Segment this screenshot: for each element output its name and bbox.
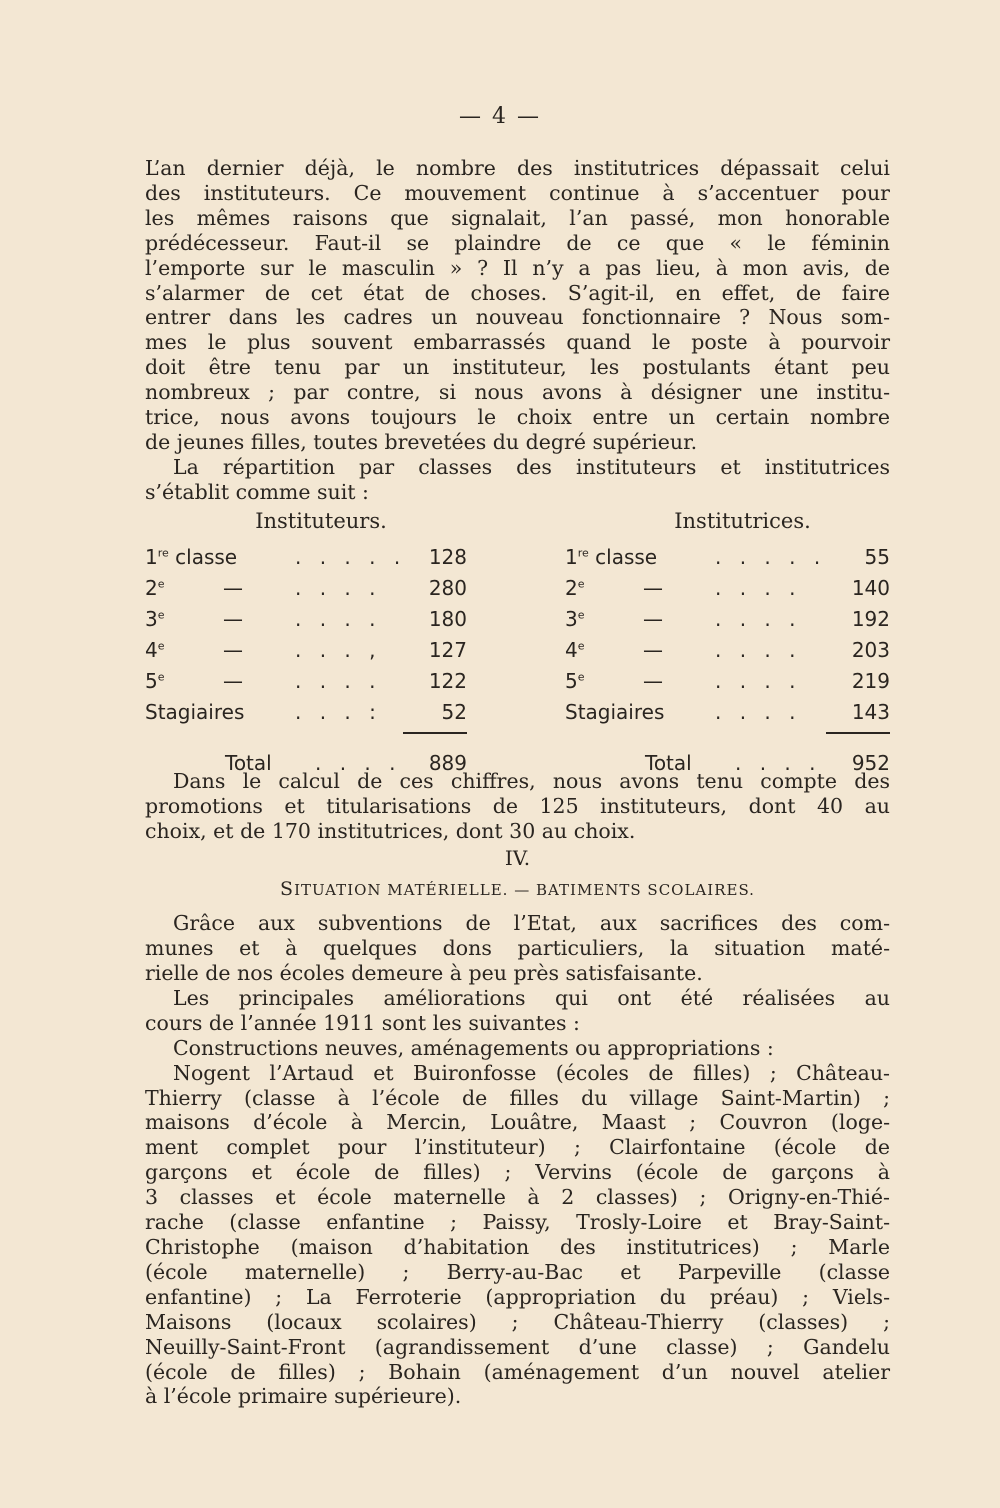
- ditto-dash: —: [223, 575, 243, 600]
- table-institutrices: [565, 509, 890, 779]
- class-number: 2: [565, 575, 578, 600]
- leader-dots: . . . .: [715, 668, 802, 693]
- table-title: Instituteurs.: [255, 508, 387, 533]
- row-label: [565, 604, 585, 635]
- row-label: [565, 697, 664, 728]
- leader-dots: . . . .: [715, 575, 802, 600]
- row-label: [565, 542, 657, 573]
- document-body: [145, 156, 890, 1409]
- text-line: promotions et titularisations de 125 instituteurs, dont 40 au: [145, 793, 890, 818]
- row-label: [565, 635, 585, 666]
- statistics-tables: [145, 508, 890, 775]
- leader-dots: . . . :: [295, 699, 382, 724]
- text-line: nombreux ; par contre, si nous avons à désigner une institu-: [145, 380, 890, 405]
- page-number: — 4 —: [459, 104, 541, 129]
- leader-dots: . . . ,: [295, 637, 382, 662]
- row-value: 128: [428, 544, 467, 569]
- class-number: 1: [145, 544, 158, 569]
- section-title-part: ITUATION MATÉRIELLE. — B: [294, 881, 548, 900]
- class-label: classe: [168, 544, 238, 569]
- text-line: La répartition par classes des instituteurs et institutrices: [173, 454, 890, 479]
- ordinal-suffix: e: [577, 576, 585, 590]
- text-line: rache (classe enfantine ; Paissy, Trosly-Loire et Bray-Saint-: [145, 1210, 890, 1235]
- ditto-dash: —: [223, 637, 243, 662]
- text-line: (école maternelle) ; Berry-au-Bac et Parpeville (classe: [145, 1259, 890, 1284]
- text-line: doit être tenu par un instituteur, les postulants étant peu: [145, 355, 890, 380]
- table-row: [565, 542, 890, 573]
- paragraph-5: [145, 986, 890, 1036]
- ditto-dash: —: [643, 606, 663, 631]
- leader-dots: . . . .: [715, 606, 802, 631]
- row-value: 143: [851, 699, 890, 724]
- text-line: Les principales améliorations qui ont été réalisées au: [173, 985, 890, 1010]
- row-label: [145, 542, 237, 573]
- table-row: [565, 635, 890, 666]
- class-number: 1: [565, 544, 578, 569]
- leader-dots: . . . .: [295, 575, 382, 600]
- text-line: enfantine) ; La Ferroterie (appropriation du préau) ; Viels-: [145, 1284, 890, 1309]
- table-row: [565, 666, 890, 697]
- paragraph-4: [145, 911, 890, 986]
- row-label: [145, 697, 244, 728]
- paragraph-7: [145, 1061, 890, 1410]
- ordinal-suffix: re: [577, 545, 589, 559]
- text-line: mes le plus souvent embarrassés quand le poste à pourvoir: [145, 330, 890, 355]
- ditto-dash: —: [643, 637, 663, 662]
- total-row: [145, 748, 467, 779]
- text-line: Maisons (locaux scolaires) ; Château-Thierry (classes) ;: [145, 1309, 890, 1334]
- row-value: 280: [428, 575, 467, 600]
- class-number: 3: [145, 606, 158, 631]
- ordinal-suffix: e: [577, 607, 585, 621]
- ditto-dash: —: [643, 575, 663, 600]
- text-line: Thierry (classe à l’école de filles du village Saint-Martin) ;: [145, 1085, 890, 1110]
- text-line: de jeunes filles, toutes brevetées du degré supérieur.: [145, 429, 698, 454]
- text-line: Christophe (maison d’habitation des institutrices) ; Marle: [145, 1235, 890, 1259]
- leader-dots: . . . .: [715, 637, 802, 662]
- text-line: maisons d’école à Mercin, Louâtre, Maast ; Couvron (loge-: [145, 1110, 890, 1135]
- row-value: 55: [864, 544, 890, 569]
- paragraph-1: [145, 156, 890, 455]
- text-line: les mêmes raisons que signalait, l’an passé, mon honorable: [145, 205, 890, 230]
- row-label: [145, 666, 165, 697]
- table-instituteurs: [145, 509, 467, 779]
- section-title-part: ATIMENTS SCOLAIRES.: [548, 881, 755, 900]
- text-line: l’emporte sur le masculin » ? Il n’y a pas lieu, à mon avis, de: [145, 255, 890, 280]
- row-value: 122: [428, 668, 467, 693]
- total-label: Total: [645, 750, 692, 775]
- text-line: Nogent l’Artaud et Buironfosse (écoles de filles) ; Château-: [173, 1060, 890, 1085]
- text-line: 3 classes et école maternelle à 2 classes) ; Origny-en-Thié-: [145, 1185, 890, 1210]
- row-value: 219: [851, 668, 890, 693]
- text-line: ment complet pour l’instituteur) ; Clairfontaine (école de: [145, 1135, 890, 1160]
- row-value: 140: [851, 575, 890, 600]
- text-line: (école de filles) ; Bohain (aménagement d’un nouvel atelier: [145, 1359, 890, 1384]
- paragraph-2: [145, 455, 890, 505]
- section-title: [145, 877, 890, 903]
- text-line: garçons et école de filles) ; Vervins (école de garçons à: [145, 1160, 890, 1185]
- class-number: 4: [145, 637, 158, 662]
- table-row: [565, 697, 890, 728]
- leader-dots: . . . .: [315, 750, 402, 775]
- row-label: [565, 666, 585, 697]
- class-number: 5: [565, 668, 578, 693]
- text-line: trice, nous avons toujours le choix entre un certain nombre: [145, 405, 890, 430]
- table-row: [565, 573, 890, 604]
- leader-dots: . . . . .: [295, 544, 407, 569]
- text-line: Neuilly-Saint-Front (agrandissement d’une classe) ; Gandelu: [145, 1334, 890, 1359]
- text-line: prédécesseur. Faut-il se plaindre de ce que « le féminin: [145, 230, 890, 255]
- text-line: Dans le calcul de ces chiffres, nous avons tenu compte des: [173, 768, 890, 793]
- sum-rule: [403, 732, 467, 734]
- row-label: [145, 635, 165, 666]
- table-row: [565, 604, 890, 635]
- row-value: 180: [428, 606, 467, 631]
- ordinal-suffix: e: [157, 638, 165, 652]
- ordinal-suffix: e: [157, 607, 165, 621]
- text-line: cours de l’année 1911 sont les suivantes :: [145, 1010, 580, 1035]
- text-line: Constructions neuves, aménagements ou appropriations :: [173, 1035, 774, 1060]
- ordinal-suffix: e: [577, 669, 585, 683]
- table-row: [145, 573, 467, 604]
- class-number: 4: [565, 637, 578, 662]
- text-line: des instituteurs. Ce mouvement continue à s’accentuer pour: [145, 180, 890, 205]
- class-number: Stagiaires: [565, 699, 665, 724]
- leader-dots: . . . .: [715, 699, 802, 724]
- ordinal-suffix: re: [157, 545, 169, 559]
- total-label: Total: [225, 750, 272, 775]
- total-row: [565, 748, 890, 779]
- class-number: Stagiaires: [145, 699, 245, 724]
- text-line: à l’école primaire supérieure).: [145, 1384, 462, 1409]
- text-line: s’alarmer de cet état de choses. S’agit-il, en effet, de faire: [145, 280, 890, 305]
- class-number: 2: [145, 575, 158, 600]
- ditto-dash: —: [223, 668, 243, 693]
- row-label: [145, 573, 165, 604]
- total-value: 889: [428, 750, 467, 775]
- section-title-part: S: [280, 878, 295, 901]
- class-label: classe: [588, 544, 658, 569]
- row-label: [565, 573, 585, 604]
- ditto-dash: —: [643, 668, 663, 693]
- table-row: [145, 604, 467, 635]
- leader-dots: . . . . .: [715, 544, 827, 569]
- text-line: Grâce aux subventions de l’Etat, aux sacrifices des com-: [173, 911, 890, 936]
- row-value: 203: [851, 637, 890, 662]
- row-value: 52: [441, 699, 467, 724]
- table-row: [145, 542, 467, 573]
- paragraph-3: [145, 769, 890, 844]
- sum-rule: [826, 732, 890, 734]
- table-row: [145, 697, 467, 728]
- total-value: 952: [851, 750, 890, 775]
- table-row: [145, 635, 467, 666]
- row-value: 192: [851, 606, 890, 631]
- text-line: rielle de nos écoles demeure à peu près satisfaisante.: [145, 961, 703, 986]
- ordinal-suffix: e: [577, 638, 585, 652]
- leader-dots: . . . .: [295, 606, 382, 631]
- ditto-dash: —: [223, 606, 243, 631]
- table-row: [145, 666, 467, 697]
- text-line: munes et à quelques dons particuliers, la situation maté-: [145, 936, 890, 961]
- row-label: [145, 604, 165, 635]
- text-line: L’an dernier déjà, le nombre des institutrices dépassait celui: [145, 156, 890, 180]
- text-line: entrer dans les cadres un nouveau fonctionnaire ? Nous som-: [145, 305, 890, 330]
- row-value: 127: [428, 637, 467, 662]
- ordinal-suffix: e: [157, 576, 165, 590]
- leader-dots: . . . .: [735, 750, 822, 775]
- text-line: s’établit comme suit :: [145, 479, 369, 504]
- text-line: choix, et de 170 institutrices, dont 30 au choix.: [145, 818, 636, 843]
- class-number: 5: [145, 668, 158, 693]
- class-number: 3: [565, 606, 578, 631]
- ordinal-suffix: e: [157, 669, 165, 683]
- table-title: Institutrices.: [674, 508, 811, 533]
- leader-dots: . . . .: [295, 668, 382, 693]
- paragraph-6: [145, 1036, 890, 1061]
- section-number: IV.: [504, 846, 531, 871]
